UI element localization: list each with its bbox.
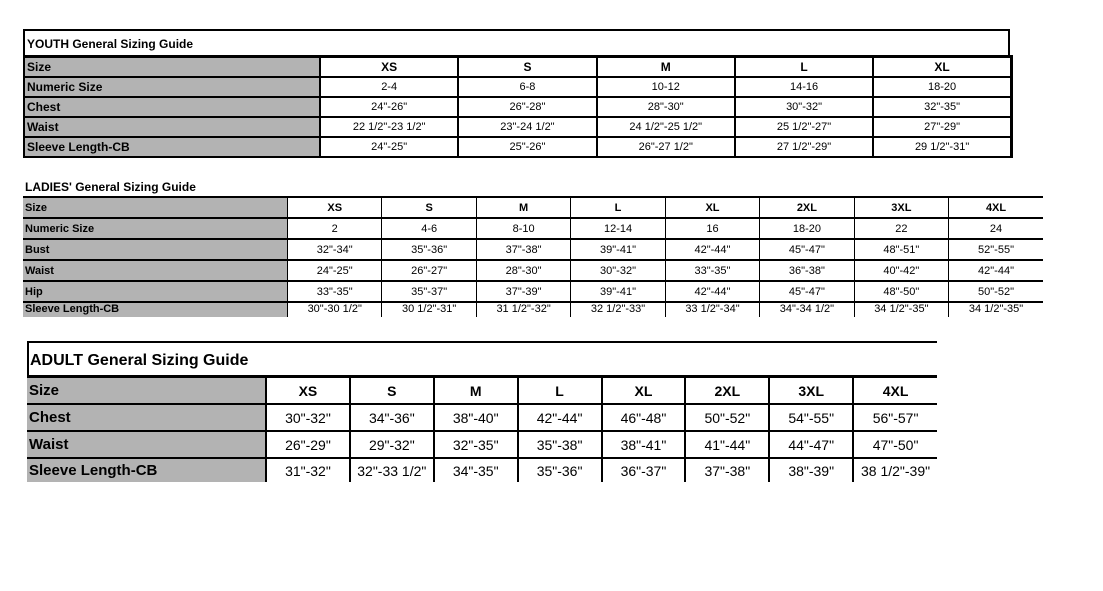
size-header-cell: XL: [873, 57, 1011, 78]
table-cell: 33"-35": [288, 281, 382, 302]
size-header-cell: S: [458, 57, 596, 78]
row-label: Size: [27, 377, 266, 405]
table-cell: 16: [665, 218, 759, 239]
table-cell: 33 1/2"-34": [665, 302, 759, 317]
table-cell: 41"-44": [685, 431, 769, 458]
table-row: [23, 239, 1043, 260]
adult-sizing-table: [27, 375, 937, 482]
table-cell: 36"-38": [760, 260, 854, 281]
table-cell: 35"-37": [382, 281, 476, 302]
table-cell: 48"-51": [854, 239, 948, 260]
table-cell: 22 1/2"-23 1/2": [320, 117, 458, 137]
table-cell: 37"-39": [476, 281, 570, 302]
table-cell: 36"-37": [602, 458, 686, 482]
table-cell: 31"-32": [266, 458, 350, 482]
table-cell: 29 1/2"-31": [873, 137, 1011, 157]
table-cell: 18-20: [873, 77, 1011, 97]
table-cell: 45"-47": [760, 239, 854, 260]
table-cell: 33"-35": [665, 260, 759, 281]
row-label: Numeric Size: [24, 77, 320, 97]
size-header-cell: S: [382, 197, 476, 218]
row-label: Waist: [27, 431, 266, 458]
table-cell: 32 1/2"-33": [571, 302, 665, 317]
table-cell: 39"-41": [571, 239, 665, 260]
table-cell: 2-4: [320, 77, 458, 97]
table-row: [23, 281, 1043, 302]
table-cell: 28"-30": [476, 260, 570, 281]
youth-sizing-table: [23, 55, 1013, 158]
table-cell: 26"-28": [458, 97, 596, 117]
row-label: Size: [23, 197, 288, 218]
table-cell: 44"-47": [769, 431, 853, 458]
table-cell: 29"-32": [350, 431, 434, 458]
table-cell: 34 1/2"-35": [854, 302, 948, 317]
size-header-row: [24, 57, 1012, 78]
table-cell: 34 1/2"-35": [949, 302, 1043, 317]
size-header-cell: L: [518, 377, 602, 405]
table-cell: 42"-44": [518, 404, 602, 431]
table-cell: 42"-44": [665, 281, 759, 302]
table-row: [27, 458, 937, 482]
table-cell: 39"-41": [571, 281, 665, 302]
table-row: [23, 218, 1043, 239]
row-label: Sleeve Length-CB: [23, 302, 288, 317]
table-cell: 10-12: [597, 77, 735, 97]
table-cell: 56"-57": [853, 404, 937, 431]
table-row: [24, 117, 1012, 137]
size-header-cell: XL: [665, 197, 759, 218]
size-header-cell: 3XL: [854, 197, 948, 218]
row-label: Sleeve Length-CB: [27, 458, 266, 482]
table-row: [27, 404, 937, 431]
table-cell: 34"-35": [434, 458, 518, 482]
table-cell: 24"-25": [288, 260, 382, 281]
size-header-cell: L: [571, 197, 665, 218]
table-cell: 30 1/2"-31": [382, 302, 476, 317]
table-cell: 48"-50": [854, 281, 948, 302]
table-cell: 26"-27": [382, 260, 476, 281]
ladies-guide-title: LADIES' General Sizing Guide: [25, 180, 196, 194]
table-cell: 32"-35": [434, 431, 518, 458]
size-header-cell: 2XL: [685, 377, 769, 405]
size-header-cell: M: [476, 197, 570, 218]
table-cell: 38"-40": [434, 404, 518, 431]
size-header-row: [27, 377, 937, 405]
table-cell: 26"-29": [266, 431, 350, 458]
table-cell: 47"-50": [853, 431, 937, 458]
table-cell: 23"-24 1/2": [458, 117, 596, 137]
ladies-sizing-table: [23, 196, 1043, 317]
table-cell: 42"-44": [949, 260, 1043, 281]
row-label: Numeric Size: [23, 218, 288, 239]
table-cell: 24"-26": [320, 97, 458, 117]
table-row: [24, 97, 1012, 117]
adult-sizing-guide: [27, 341, 937, 482]
row-label: Bust: [23, 239, 288, 260]
table-row: [24, 137, 1012, 157]
table-cell: 50"-52": [949, 281, 1043, 302]
table-cell: 38"-39": [769, 458, 853, 482]
youth-guide-title: YOUTH General Sizing Guide: [23, 29, 1010, 55]
table-cell: 32"-35": [873, 97, 1011, 117]
row-label: Size: [24, 57, 320, 78]
size-header-cell: S: [350, 377, 434, 405]
table-cell: 30"-32": [735, 97, 873, 117]
table-cell: 32"-34": [288, 239, 382, 260]
table-cell: 50"-52": [685, 404, 769, 431]
table-cell: 26"-27 1/2": [597, 137, 735, 157]
youth-sizing-guide: [23, 29, 1013, 158]
size-header-cell: M: [597, 57, 735, 78]
table-cell: 30"-32": [571, 260, 665, 281]
table-cell: 34"-36": [350, 404, 434, 431]
table-cell: 22: [854, 218, 948, 239]
table-cell: 37"-38": [685, 458, 769, 482]
table-cell: 37"-38": [476, 239, 570, 260]
table-cell: 12-14: [571, 218, 665, 239]
table-row: [23, 302, 1043, 317]
table-cell: 40"-42": [854, 260, 948, 281]
table-cell: 35"-36": [518, 458, 602, 482]
size-header-cell: L: [735, 57, 873, 78]
table-cell: 25"-26": [458, 137, 596, 157]
table-cell: 27"-29": [873, 117, 1011, 137]
table-cell: 46"-48": [602, 404, 686, 431]
size-header-cell: M: [434, 377, 518, 405]
table-row: [23, 260, 1043, 281]
table-cell: 42"-44": [665, 239, 759, 260]
row-label: Waist: [23, 260, 288, 281]
size-header-cell: 4XL: [949, 197, 1043, 218]
size-header-row: [23, 197, 1043, 218]
table-cell: 24: [949, 218, 1043, 239]
row-label: Chest: [24, 97, 320, 117]
table-cell: 24"-25": [320, 137, 458, 157]
table-cell: 38"-41": [602, 431, 686, 458]
size-header-cell: 4XL: [853, 377, 937, 405]
table-cell: 52"-55": [949, 239, 1043, 260]
size-header-cell: 2XL: [760, 197, 854, 218]
table-cell: 24 1/2"-25 1/2": [597, 117, 735, 137]
table-cell: 18-20: [760, 218, 854, 239]
table-cell: 30"-30 1/2": [288, 302, 382, 317]
row-label: Sleeve Length-CB: [24, 137, 320, 157]
table-cell: 2: [288, 218, 382, 239]
size-header-cell: XS: [288, 197, 382, 218]
table-row: [27, 431, 937, 458]
table-cell: 27 1/2"-29": [735, 137, 873, 157]
size-header-cell: XS: [320, 57, 458, 78]
table-cell: 30"-32": [266, 404, 350, 431]
table-cell: 6-8: [458, 77, 596, 97]
ladies-sizing-guide: [23, 178, 1043, 317]
row-label: Chest: [27, 404, 266, 431]
table-row: [24, 77, 1012, 97]
table-cell: 35"-38": [518, 431, 602, 458]
table-cell: 35"-36": [382, 239, 476, 260]
table-cell: 34"-34 1/2": [760, 302, 854, 317]
size-header-cell: XL: [602, 377, 686, 405]
size-header-cell: 3XL: [769, 377, 853, 405]
table-cell: 14-16: [735, 77, 873, 97]
table-cell: 54"-55": [769, 404, 853, 431]
row-label: Waist: [24, 117, 320, 137]
table-cell: 8-10: [476, 218, 570, 239]
size-header-cell: XS: [266, 377, 350, 405]
row-label: Hip: [23, 281, 288, 302]
table-cell: 31 1/2"-32": [476, 302, 570, 317]
table-cell: 25 1/2"-27": [735, 117, 873, 137]
table-cell: 45"-47": [760, 281, 854, 302]
adult-guide-title: ADULT General Sizing Guide: [27, 341, 937, 375]
table-cell: 4-6: [382, 218, 476, 239]
table-cell: 32"-33 1/2": [350, 458, 434, 482]
table-cell: 28"-30": [597, 97, 735, 117]
table-cell: 38 1/2"-39": [853, 458, 937, 482]
